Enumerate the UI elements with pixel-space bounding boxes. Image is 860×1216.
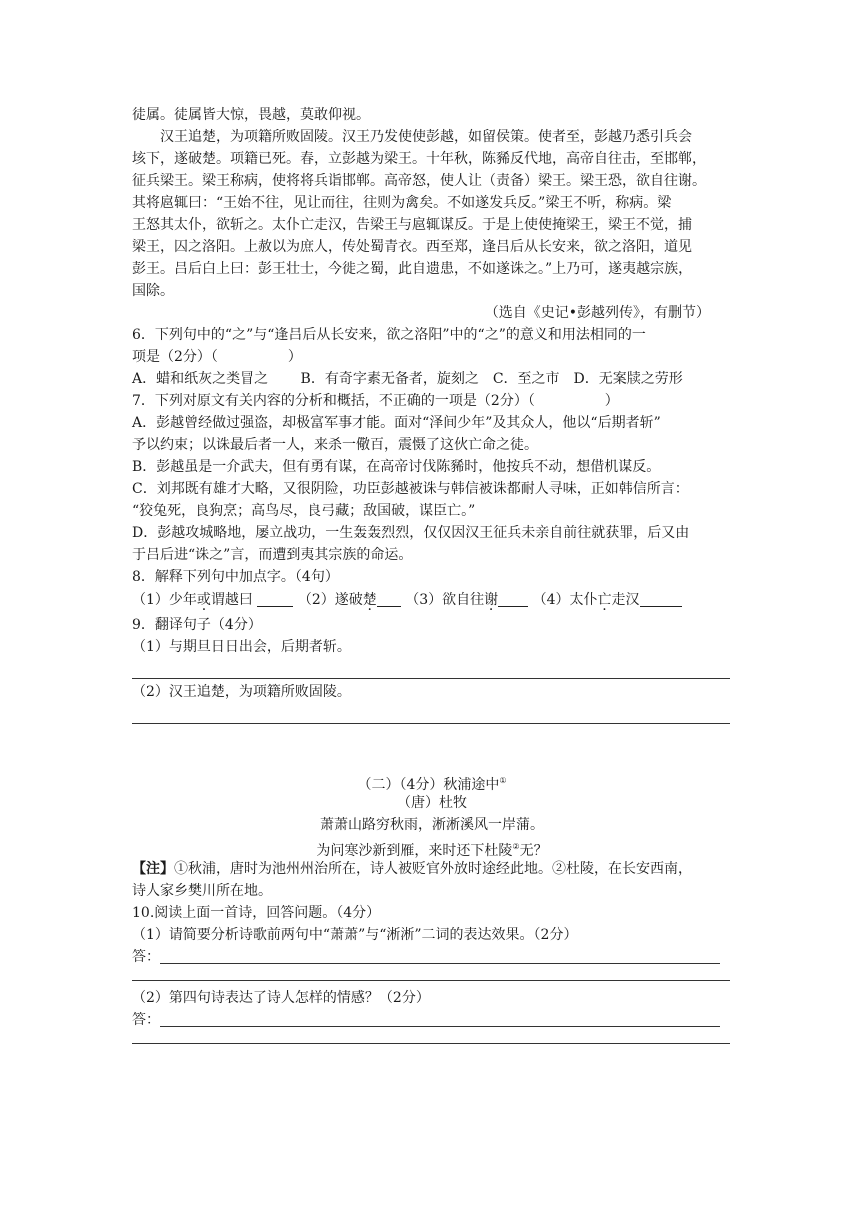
question-10-sub-1: （1）请简要分析诗歌前两句中“萧萧”与“淅淅”二词的表达效果。（2分） [132,927,578,943]
question-7-option-b: B．彭越虽是一介武夫，但有勇有谋，在高帝讨伐陈豨时，他按兵不动，想借机谋反。 [132,459,661,475]
q8-item-1-dotted-char: 或 [196,592,211,608]
q8-item-4-blank[interactable] [640,590,682,607]
q8-item-1-text-b: 谓越曰 [210,592,253,608]
question-6-stem-cont: 项是（2分）（ ） [132,349,302,365]
q8-item-2-text-b: 遂破 [334,592,363,608]
answer-label: 答： [132,1012,160,1028]
question-10-stem: 10.阅读上面一首诗，回答问题。（4分） [132,905,381,921]
question-8-stem: 8．解释下列句中加点字。（4句） [132,569,339,585]
passage-line: 国除。 [132,283,174,299]
passage-line: 徒属。徒属皆大惊，畏越，莫敢仰视。 [132,107,370,123]
question-6-options: A．蜡和纸灰之类冒之 B．有奇字素无备者，旋刻之 C．至之市 D．无案牍之劳形 [132,371,683,387]
question-7-option-c-cont: “狡兔死，良狗烹；高鸟尽，良弓藏；敌国破，谋臣亡。” [132,503,476,519]
passage-line: 彭王。吕后白上曰：彭王壮士，今徙之蜀，此自遗患，不如遂诛之。”上乃可，遂夷越宗族， [132,261,693,277]
answer-label: 答： [132,949,160,965]
passage-line: 垓下，遂破楚。项籍已死。春，立彭越为梁王。十年秋，陈豨反代地，高帝自往击，至邯郸， [132,151,706,167]
question-9-stem: 9．翻译句子（4分） [132,617,262,633]
q8-item-3-dotted-char: 谢 [484,592,499,608]
passage-line: 梁王，囚之洛阳。上赦以为庶人，传处蜀青衣。西至郑，逢吕后从长安来，欲之洛阳，道见 [132,239,692,255]
q10-answer-line-1b[interactable] [132,968,730,981]
passage-source: （选自《史记•彭越列传》，有删节） [484,305,710,321]
q10-answer-line-2b[interactable] [132,1031,730,1044]
q10-answer-row-1 [132,946,732,968]
question-7-option-c: C．刘邦既有雄才大略，又很阴险，功臣彭越被诛与韩信被诛都耐人寻味，正如韩信所言： [132,481,689,497]
poem-title-footnote: ① [499,776,507,785]
poem-line-2-text-b: 无？ [519,843,548,859]
question-7-option-a: A．彭越曾经做过强盗，却极富军事才能。面对“泽间少年”及其众人，他以“后期者斩” [132,415,661,431]
poem-note [132,858,732,880]
question-6-stem: 6．下列句中的“之”与“逢吕后从长安来，欲之洛阳”中的“之”的意义和用法相同的一 [132,327,646,343]
q8-item-2-dotted-char: 楚 [362,592,377,608]
q8-item-1-text: （1）少年 [132,592,197,608]
q9-answer-line-2[interactable] [132,703,730,724]
poem-note-label: 【注】 [132,861,174,877]
q9-answer-line-1[interactable] [132,658,730,679]
q10-answer-row-2 [132,1009,732,1031]
q8-item-4-text-b: 走汉 [611,592,640,608]
passage-line: 其将扈辄曰：“王始不往，见让而往，往则为禽矣。不如遂发兵反。”梁王不听，称病。梁 [132,195,672,211]
question-9-sentence-1: （1）与期旦日日出会，后期者斩。 [132,639,351,655]
q8-item-2-blank[interactable] [377,590,401,607]
q8-item-3-blank[interactable] [498,590,528,607]
question-7-option-d-cont: 于吕后进“诛之”言，而遭到夷其宗族的命运。 [132,547,413,563]
question-8-items [132,588,732,614]
question-9-sentence-2: （2）汉王追楚，为项籍所败固陵。 [132,684,351,700]
q8-item-1-blank[interactable] [257,590,293,607]
passage-line: 汉王追楚，为项籍所败固陵。汉王乃发使使彭越，如留侯策。使者至，彭越乃悉引兵会 [160,129,692,145]
poem-note-text: ①秋浦，唐时为池州州治所在，诗人被贬官外放时途经此地。②杜陵，在长安西南， [174,861,692,877]
poem-line-2-text: 为问寒沙新到雁，来时还下杜陵 [316,843,513,859]
passage-line: 王怒其太仆，欲斩之。太仆亡走汉，告梁王与扈辄谋反。于是上使使掩梁王，梁王不觉，捕 [132,217,692,233]
poem-line-1: 萧萧山路穷秋雨，淅淅溪风一岸蒲。 [320,817,544,833]
q10-answer-line-1[interactable] [160,947,720,964]
exam-page [132,104,732,1044]
poem-title: （二）（4分）秋浦途中 [357,777,500,793]
q8-item-4-text: （4）太仆 [532,592,598,608]
q8-item-2-text: （2） [297,592,335,608]
question-7-stem: 7．下列对原文有关内容的分析和概括，不正确的一项是（2分）（ ） [132,393,619,409]
poem-author: （唐）杜牧 [397,795,467,811]
poem-line-2 [132,836,732,858]
q8-item-4-dotted-char: 亡 [597,592,612,608]
passage-line: 征兵梁王。梁王称病，使将将兵诣邯郸。高帝怒，使人让（责备）梁王。梁王恐，欲自往谢。 [132,173,706,189]
question-7-option-a-cont: 予以约束；以诛最后者一人，来杀一儆百，震慑了这伙亡命之徒。 [132,437,538,453]
question-7-option-d: D．彭越攻城略地，屡立战功，一生轰轰烈烈，仅仅因汉王征兵未亲自前往就获罪，后又由 [132,525,690,541]
q10-answer-line-2[interactable] [160,1010,720,1027]
poem-heading [132,770,732,792]
question-10-sub-2: （2）第四句诗表达了诗人怎样的情感？（2分） [132,990,430,1006]
poem-line-2-footnote: ② [512,842,520,851]
poem-note-cont: 诗人家乡樊川所在地。 [132,883,272,899]
q8-item-3-text: （3）欲自往 [405,592,485,608]
